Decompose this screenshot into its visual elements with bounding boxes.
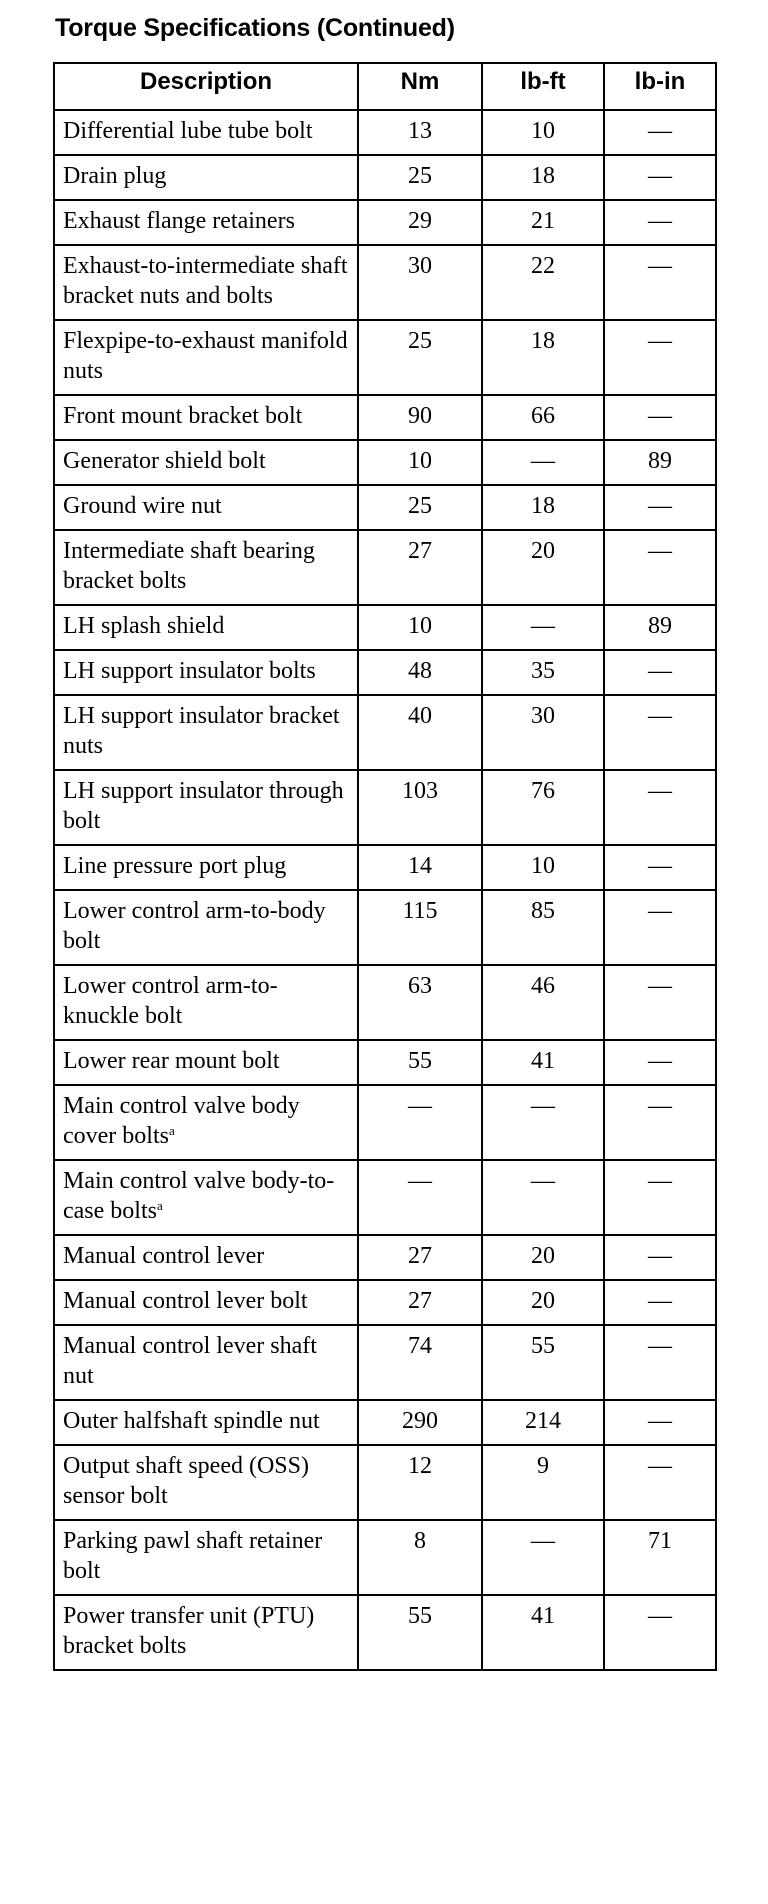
cell-nm: 10 <box>358 440 482 485</box>
cell-nm: 27 <box>358 1235 482 1280</box>
cell-description <box>54 110 358 155</box>
description-text: Ground wire nut <box>63 493 222 519</box>
cell-lbft: 18 <box>482 155 604 200</box>
table-row <box>54 245 716 320</box>
table-row <box>54 1325 716 1400</box>
table-row <box>54 1040 716 1085</box>
cell-lbin: — <box>604 845 716 890</box>
cell-nm: 290 <box>358 1400 482 1445</box>
cell-description <box>54 650 358 695</box>
description-text: Intermediate shaft bearing bracket bolts <box>63 538 315 594</box>
table-row <box>54 155 716 200</box>
cell-description <box>54 1235 358 1280</box>
column-header-description: Description <box>54 63 358 110</box>
cell-lbin: — <box>604 965 716 1040</box>
cell-lbft: 10 <box>482 110 604 155</box>
description-text: LH splash shield <box>63 613 225 639</box>
cell-description <box>54 1445 358 1520</box>
cell-nm: 12 <box>358 1445 482 1520</box>
cell-lbft: 66 <box>482 395 604 440</box>
description-text: Main control valve body-to-case bolts <box>63 1168 335 1224</box>
cell-lbft: 30 <box>482 695 604 770</box>
cell-lbft: 18 <box>482 320 604 395</box>
cell-nm: 8 <box>358 1520 482 1595</box>
description-text: Drain plug <box>63 163 167 189</box>
cell-lbin: — <box>604 650 716 695</box>
description-text: LH support insulator bracket nuts <box>63 703 340 759</box>
cell-nm: — <box>358 1085 482 1160</box>
table-row <box>54 965 716 1040</box>
cell-nm: 63 <box>358 965 482 1040</box>
description-text: Power transfer unit (PTU) bracket bolts <box>63 1603 315 1659</box>
cell-lbin: — <box>604 155 716 200</box>
description-text: Output shaft speed (OSS) sensor bolt <box>63 1453 309 1509</box>
cell-lbft: — <box>482 1160 604 1235</box>
table-row <box>54 650 716 695</box>
cell-lbin: — <box>604 200 716 245</box>
table-row <box>54 200 716 245</box>
table-header-row <box>54 63 716 110</box>
cell-description <box>54 1325 358 1400</box>
cell-lbin: 89 <box>604 605 716 650</box>
description-text: Exhaust-to-intermediate shaft bracket nuts and bolts <box>63 253 348 309</box>
table-row <box>54 845 716 890</box>
table-row <box>54 530 716 605</box>
cell-lbft: — <box>482 1520 604 1595</box>
cell-description <box>54 530 358 605</box>
cell-nm: 13 <box>358 110 482 155</box>
cell-nm: 103 <box>358 770 482 845</box>
cell-lbft: 46 <box>482 965 604 1040</box>
cell-lbft: 21 <box>482 200 604 245</box>
cell-lbft: 35 <box>482 650 604 695</box>
cell-lbft: 18 <box>482 485 604 530</box>
cell-lbft: 85 <box>482 890 604 965</box>
cell-lbin: — <box>604 1235 716 1280</box>
description-text: Manual control lever bolt <box>63 1288 308 1314</box>
cell-nm: — <box>358 1160 482 1235</box>
description-text: Lower control arm-to-body bolt <box>63 898 326 954</box>
cell-nm: 27 <box>358 530 482 605</box>
description-text: Lower rear mount bolt <box>63 1048 280 1074</box>
torque-spec-table <box>53 62 717 1671</box>
page-title: Torque Specifications (Continued) <box>55 14 455 42</box>
cell-lbft: 41 <box>482 1595 604 1670</box>
cell-description <box>54 245 358 320</box>
cell-description <box>54 485 358 530</box>
description-text: Line pressure port plug <box>63 853 287 879</box>
cell-description <box>54 605 358 650</box>
cell-nm: 40 <box>358 695 482 770</box>
cell-lbin: 89 <box>604 440 716 485</box>
cell-nm: 48 <box>358 650 482 695</box>
cell-lbft: 214 <box>482 1400 604 1445</box>
cell-nm: 25 <box>358 155 482 200</box>
cell-nm: 27 <box>358 1280 482 1325</box>
cell-description <box>54 1595 358 1670</box>
description-text: Manual control lever <box>63 1243 265 1269</box>
cell-description <box>54 1280 358 1325</box>
cell-description <box>54 695 358 770</box>
cell-lbin: — <box>604 1595 716 1670</box>
cell-lbin: 71 <box>604 1520 716 1595</box>
cell-lbin: — <box>604 1400 716 1445</box>
cell-lbin: — <box>604 395 716 440</box>
cell-lbft: 9 <box>482 1445 604 1520</box>
cell-lbft: 10 <box>482 845 604 890</box>
cell-description <box>54 155 358 200</box>
description-text: Generator shield bolt <box>63 448 266 474</box>
footnote-marker: a <box>156 1198 163 1213</box>
description-text: Main control valve body cover bolts <box>63 1093 300 1149</box>
cell-description <box>54 1520 358 1595</box>
cell-lbin: — <box>604 890 716 965</box>
description-text: Parking pawl shaft retainer bolt <box>63 1528 323 1584</box>
table-row <box>54 1280 716 1325</box>
table-row <box>54 605 716 650</box>
cell-description <box>54 1085 358 1160</box>
description-text: Differential lube tube bolt <box>63 118 313 144</box>
cell-lbft: — <box>482 605 604 650</box>
table-row <box>54 890 716 965</box>
cell-nm: 90 <box>358 395 482 440</box>
cell-lbin: — <box>604 110 716 155</box>
table-row <box>54 1085 716 1160</box>
cell-description <box>54 965 358 1040</box>
cell-lbin: — <box>604 1445 716 1520</box>
cell-description <box>54 320 358 395</box>
table-row <box>54 1235 716 1280</box>
table-row <box>54 1595 716 1670</box>
description-text: Outer halfshaft spindle nut <box>63 1408 320 1434</box>
description-text: Manual control lever shaft nut <box>63 1333 317 1389</box>
cell-lbin: — <box>604 1085 716 1160</box>
description-text: Front mount bracket bolt <box>63 403 303 429</box>
cell-nm: 14 <box>358 845 482 890</box>
cell-lbin: — <box>604 530 716 605</box>
cell-lbft: — <box>482 440 604 485</box>
cell-lbin: — <box>604 1325 716 1400</box>
cell-description <box>54 1040 358 1085</box>
cell-nm: 55 <box>358 1040 482 1085</box>
description-text: Exhaust flange retainers <box>63 208 295 234</box>
cell-nm: 30 <box>358 245 482 320</box>
cell-nm: 29 <box>358 200 482 245</box>
cell-lbft: 55 <box>482 1325 604 1400</box>
cell-lbin: — <box>604 245 716 320</box>
table-row <box>54 485 716 530</box>
cell-lbft: 76 <box>482 770 604 845</box>
column-header-lbin: lb-in <box>604 63 716 110</box>
table-row <box>54 440 716 485</box>
table-row <box>54 320 716 395</box>
cell-description <box>54 1160 358 1235</box>
cell-nm: 25 <box>358 320 482 395</box>
cell-description <box>54 395 358 440</box>
description-text: LH support insulator through bolt <box>63 778 344 834</box>
table-row <box>54 1520 716 1595</box>
table-row <box>54 770 716 845</box>
cell-lbin: — <box>604 1040 716 1085</box>
table-row <box>54 1160 716 1235</box>
column-header-lbft: lb-ft <box>482 63 604 110</box>
cell-lbft: 22 <box>482 245 604 320</box>
cell-lbft: 20 <box>482 1235 604 1280</box>
cell-description <box>54 890 358 965</box>
cell-nm: 10 <box>358 605 482 650</box>
cell-description <box>54 845 358 890</box>
cell-lbft: — <box>482 1085 604 1160</box>
table-row <box>54 1400 716 1445</box>
footnote-marker: a <box>168 1123 175 1138</box>
cell-nm: 55 <box>358 1595 482 1670</box>
cell-lbin: — <box>604 695 716 770</box>
cell-lbin: — <box>604 485 716 530</box>
cell-lbin: — <box>604 1160 716 1235</box>
cell-lbin: — <box>604 320 716 395</box>
table-row <box>54 110 716 155</box>
cell-lbin: — <box>604 1280 716 1325</box>
table-body <box>54 110 716 1670</box>
cell-lbft: 20 <box>482 1280 604 1325</box>
cell-nm: 115 <box>358 890 482 965</box>
description-text: LH support insulator bolts <box>63 658 316 684</box>
cell-lbft: 41 <box>482 1040 604 1085</box>
table-row <box>54 1445 716 1520</box>
cell-nm: 25 <box>358 485 482 530</box>
cell-lbft: 20 <box>482 530 604 605</box>
column-header-nm: Nm <box>358 63 482 110</box>
cell-nm: 74 <box>358 1325 482 1400</box>
description-text: Flexpipe-to-exhaust manifold nuts <box>63 328 348 384</box>
cell-description <box>54 770 358 845</box>
cell-description <box>54 440 358 485</box>
cell-description <box>54 200 358 245</box>
cell-description <box>54 1400 358 1445</box>
table-row <box>54 395 716 440</box>
description-text: Lower control arm-to-knuckle bolt <box>63 973 278 1029</box>
table-row <box>54 695 716 770</box>
cell-lbin: — <box>604 770 716 845</box>
